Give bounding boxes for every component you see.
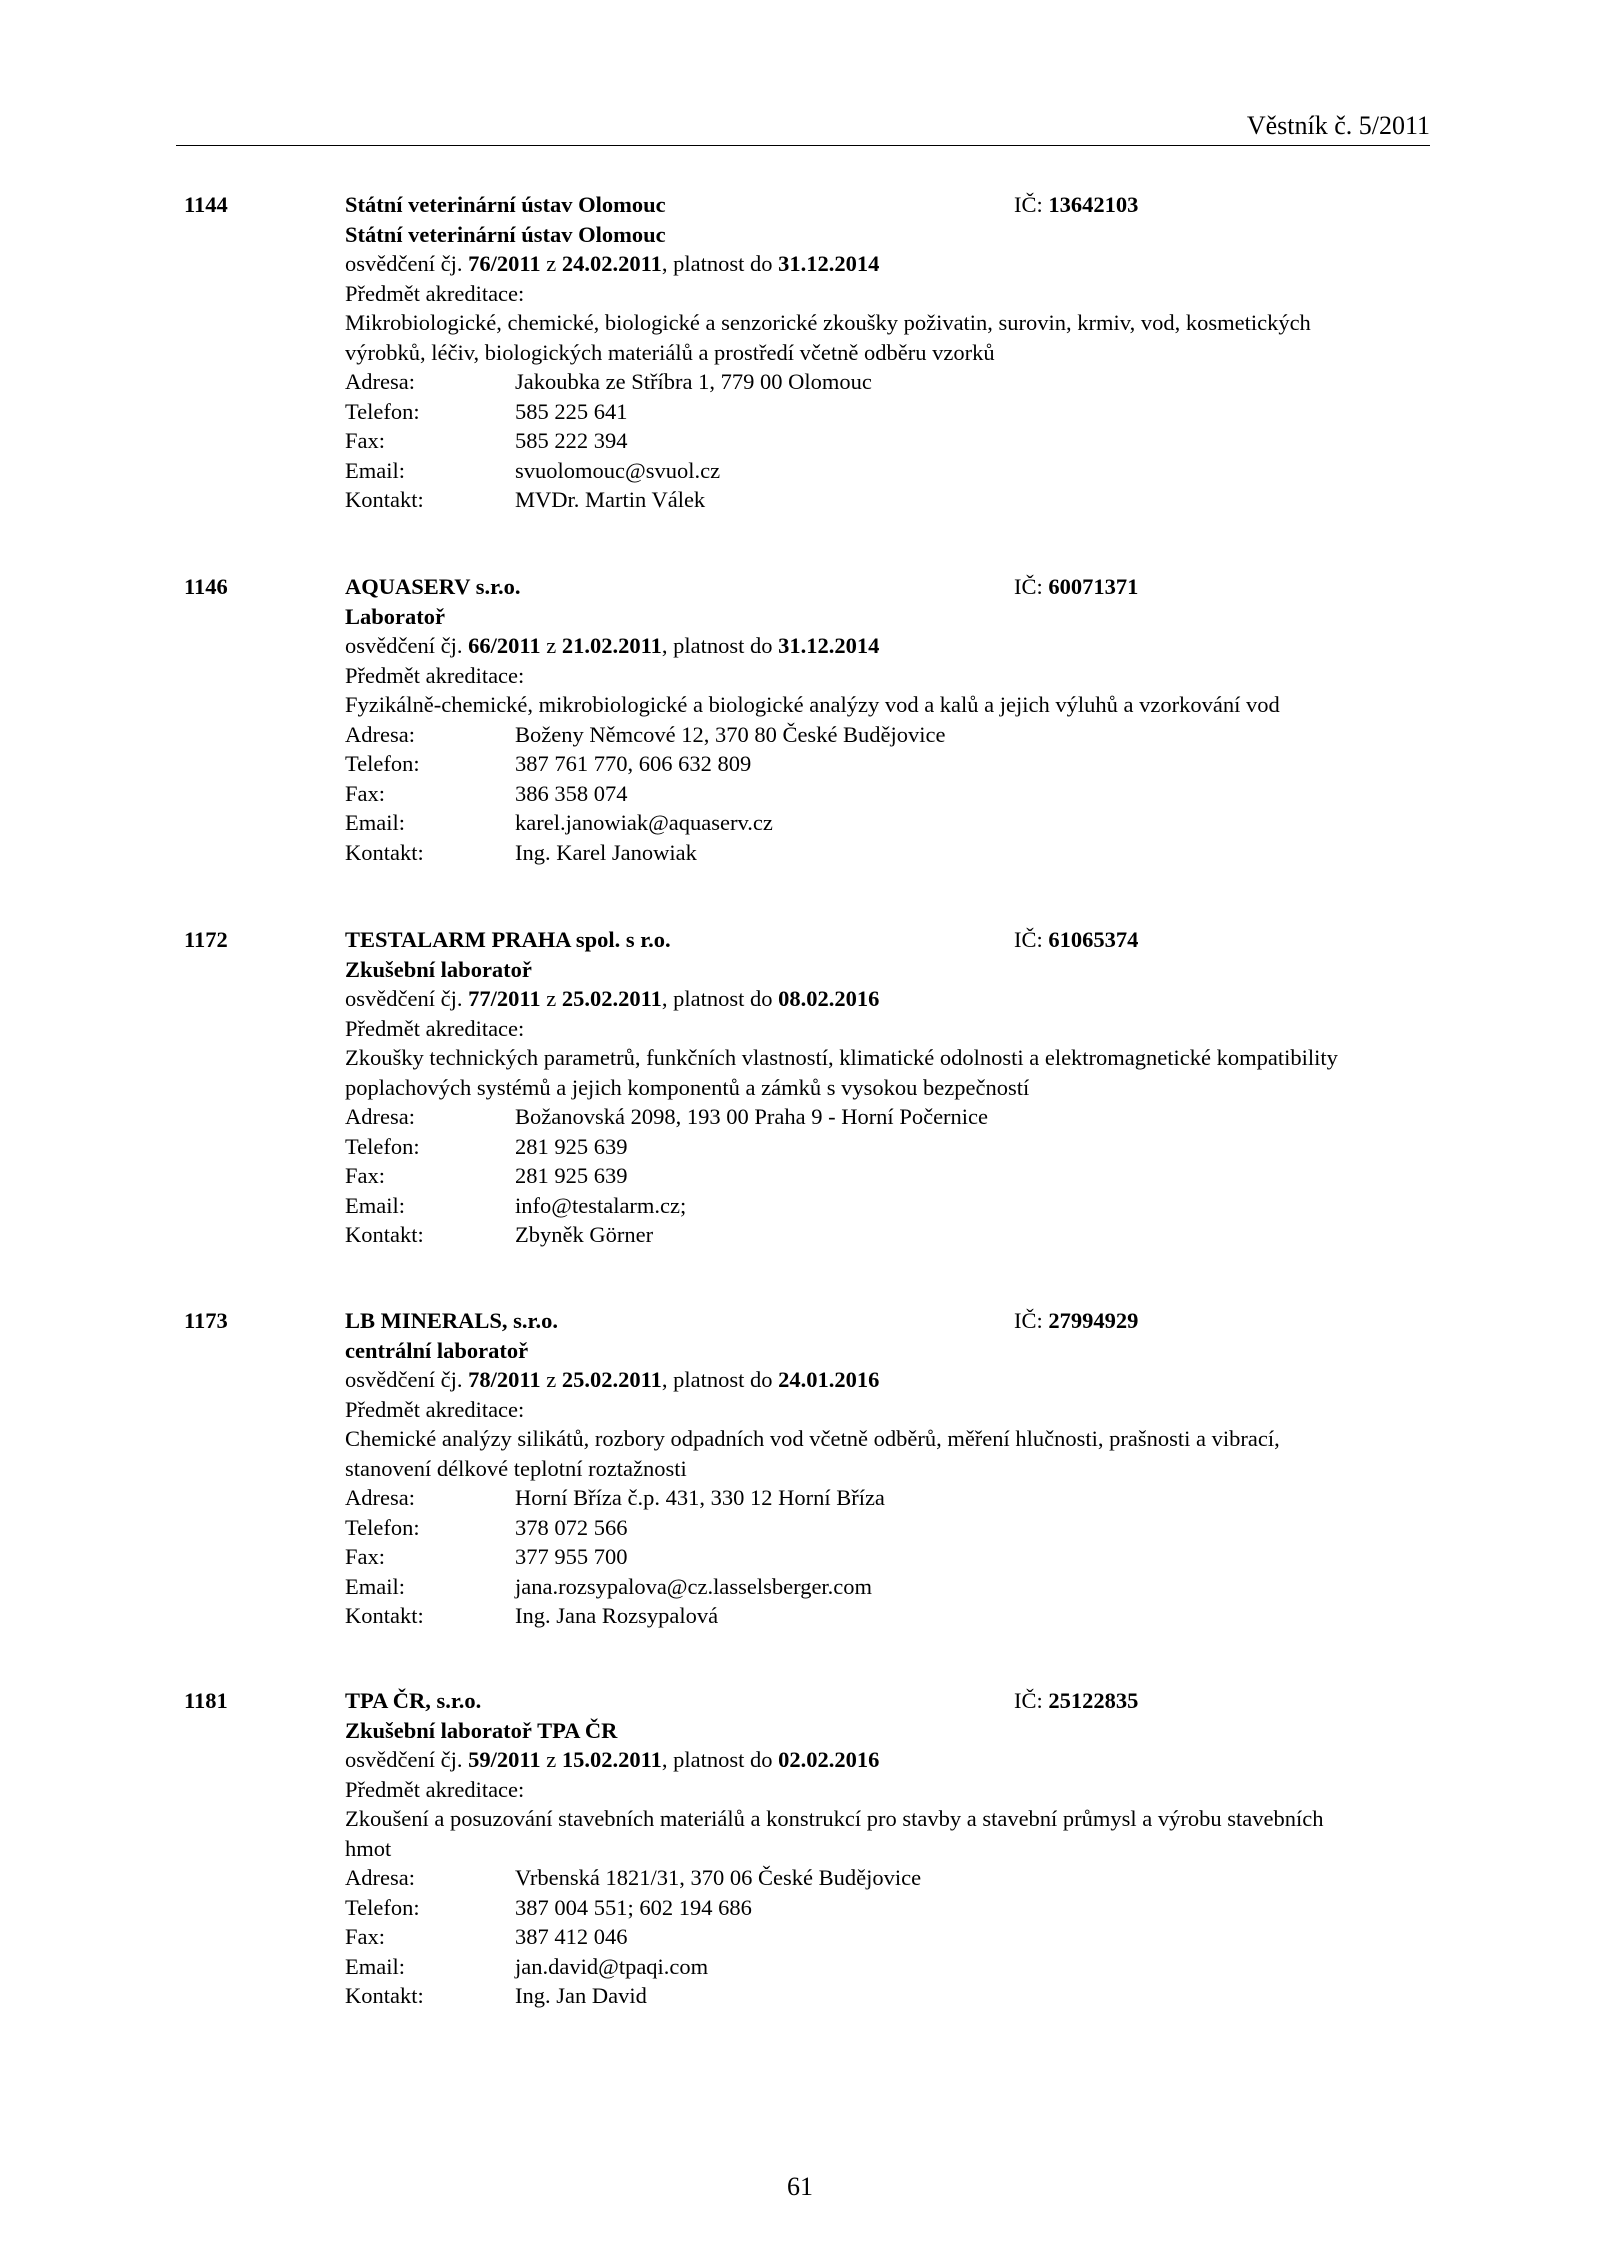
- address-row: [345, 1483, 1425, 1513]
- contact-value: Zbyněk Görner: [515, 1222, 654, 1247]
- certificate-line: [345, 249, 1425, 279]
- contact-row: [345, 485, 1425, 515]
- entry-number: 1173: [184, 1308, 228, 1333]
- contact-value: Ing. Jan David: [515, 1983, 647, 2008]
- address-row: [345, 367, 1425, 397]
- subject-line: hmot: [345, 1835, 392, 1861]
- bulletin-title: Věstník č. 5/2011: [1246, 111, 1430, 140]
- phone-label: Telefon:: [345, 398, 420, 424]
- ic-label: IČ:: [1014, 574, 1043, 599]
- subject-line: výrobků, léčiv, biologických materiálů a prostředí včetně odběru vzorků: [345, 339, 995, 365]
- contact-value: Ing. Karel Janowiak: [515, 839, 697, 865]
- subject-line: stanovení délkové teplotní roztažnosti: [345, 1455, 687, 1481]
- address-label: Adresa:: [345, 1485, 415, 1510]
- cert-prefix: osvědčení čj.: [345, 633, 463, 658]
- certificate-line: [345, 984, 1425, 1014]
- cert-z: z: [546, 251, 557, 276]
- ic-label: IČ:: [1014, 1308, 1043, 1333]
- email-value: jana.rozsypalova@cz.lasselsberger.com: [515, 1573, 873, 1599]
- email-value: karel.janowiak@aquaserv.cz: [515, 810, 773, 835]
- subject-label: Předmět akreditace:: [345, 662, 525, 688]
- address-label: Adresa:: [345, 369, 415, 394]
- phone-value: 585 225 641: [515, 398, 628, 424]
- cert-valid-until: 31.12.2014: [778, 251, 880, 276]
- email-value: svuolomouc@svuol.cz: [515, 457, 721, 483]
- fax-row: [345, 426, 1425, 456]
- email-row: [345, 1191, 1425, 1221]
- cert-validity-label: , platnost do: [661, 1747, 773, 1772]
- entry-subname: Laboratoř: [345, 603, 445, 629]
- fax-value: 377 955 700: [515, 1544, 628, 1569]
- email-value: jan.david@tpaqi.com: [515, 1953, 709, 1979]
- email-row: [345, 808, 1425, 838]
- page-number: 61: [787, 2172, 813, 2201]
- contact-row: [345, 1601, 1425, 1631]
- entry-name: TESTALARM PRAHA spol. s r.o.: [345, 927, 671, 952]
- fax-value: 281 925 639: [515, 1163, 628, 1188]
- phone-value: 378 072 566: [515, 1514, 628, 1540]
- ic-label: IČ:: [1014, 192, 1043, 217]
- ic-value: 13642103: [1048, 192, 1139, 217]
- contact-label: Kontakt:: [345, 839, 424, 865]
- cert-date: 24.02.2011: [561, 251, 662, 276]
- phone-row: [345, 1893, 1425, 1923]
- entry-body: [345, 1686, 1425, 2011]
- address-value: Boženy Němcové 12, 370 80 České Budějovice: [515, 721, 946, 747]
- phone-label: Telefon:: [345, 1514, 420, 1540]
- entry-subname: Státní veterinární ústav Olomouc: [345, 221, 666, 247]
- header-divider: [176, 145, 1430, 146]
- entry-body: [345, 572, 1425, 867]
- phone-row: [345, 749, 1425, 779]
- ic-value: 27994929: [1048, 1308, 1139, 1333]
- certificate-line: [345, 1365, 1425, 1395]
- ic-label: IČ:: [1014, 1688, 1043, 1713]
- cert-validity-label: , platnost do: [661, 251, 773, 276]
- fax-row: [345, 779, 1425, 809]
- fax-label: Fax:: [345, 780, 386, 806]
- email-row: [345, 1952, 1425, 1982]
- contact-label: Kontakt:: [345, 1603, 424, 1628]
- contact-row: [345, 1220, 1425, 1250]
- cert-date: 25.02.2011: [561, 986, 662, 1011]
- subject-label: Předmět akreditace:: [345, 280, 525, 306]
- cert-number: 76/2011: [468, 251, 541, 276]
- cert-date: 25.02.2011: [561, 1367, 662, 1392]
- cert-date: 21.02.2011: [561, 633, 662, 658]
- address-value: Božanovská 2098, 193 00 Praha 9 - Horní Počernice: [515, 1104, 989, 1129]
- cert-valid-until: 02.02.2016: [778, 1747, 880, 1772]
- entry-number: 1181: [184, 1688, 228, 1713]
- cert-z: z: [546, 1367, 557, 1392]
- address-row: [345, 1102, 1425, 1132]
- subject-line: Zkoušky technických parametrů, funkčních vlastností, klimatické odolnosti a elektromagnetické kompatibility: [345, 1045, 1338, 1070]
- entry-subname: Zkušební laboratoř: [345, 956, 532, 982]
- contact-row: [345, 838, 1425, 868]
- fax-value: 585 222 394: [515, 428, 628, 453]
- subject-label: Předmět akreditace:: [345, 1396, 525, 1422]
- entry-name: LB MINERALS, s.r.o.: [345, 1308, 558, 1333]
- cert-valid-until: 31.12.2014: [778, 633, 880, 658]
- entry-subname: centrální laboratoř: [345, 1337, 529, 1363]
- fax-row: [345, 1161, 1425, 1191]
- cert-number: 77/2011: [468, 986, 541, 1011]
- cert-z: z: [546, 1747, 557, 1772]
- cert-z: z: [546, 633, 557, 658]
- address-row: [345, 1863, 1425, 1893]
- entry-body: [345, 1306, 1425, 1631]
- fax-label: Fax:: [345, 428, 386, 453]
- subject-line: poplachových systémů a jejich komponentů a zámků s vysokou bezpečností: [345, 1074, 1030, 1100]
- ic-value: 25122835: [1048, 1688, 1139, 1713]
- entry-name: Státní veterinární ústav Olomouc: [345, 192, 666, 217]
- contact-value: MVDr. Martin Válek: [515, 487, 706, 512]
- entry-number: 1144: [184, 192, 228, 217]
- address-label: Adresa:: [345, 1104, 415, 1129]
- fax-label: Fax:: [345, 1924, 386, 1949]
- cert-date: 15.02.2011: [561, 1747, 662, 1772]
- address-label: Adresa:: [345, 721, 415, 747]
- subject-line: Fyzikálně-chemické, mikrobiologické a biologické analýzy vod a kalů a jejich výluhů a vzorkování vod: [345, 692, 1280, 717]
- cert-validity-label: , platnost do: [661, 633, 773, 658]
- email-row: [345, 456, 1425, 486]
- address-value: Vrbenská 1821/31, 370 06 České Budějovice: [515, 1865, 922, 1890]
- email-label: Email:: [345, 1953, 405, 1979]
- address-value: Horní Bříza č.p. 431, 330 12 Horní Bříza: [515, 1485, 885, 1510]
- cert-prefix: osvědčení čj.: [345, 251, 463, 276]
- cert-number: 59/2011: [468, 1747, 541, 1772]
- subject-label: Předmět akreditace:: [345, 1015, 525, 1041]
- certificate-line: [345, 631, 1425, 661]
- contact-label: Kontakt:: [345, 487, 424, 512]
- email-label: Email:: [345, 457, 405, 483]
- fax-value: 386 358 074: [515, 780, 628, 806]
- phone-value: 387 761 770, 606 632 809: [515, 751, 752, 776]
- contact-value: Ing. Jana Rozsypalová: [515, 1603, 719, 1628]
- cert-number: 66/2011: [468, 633, 541, 658]
- phone-row: [345, 397, 1425, 427]
- ic-value: 60071371: [1048, 574, 1139, 599]
- contact-label: Kontakt:: [345, 1983, 424, 2008]
- phone-label: Telefon:: [345, 1133, 420, 1159]
- fax-row: [345, 1922, 1425, 1952]
- email-label: Email:: [345, 1192, 405, 1218]
- cert-validity-label: , platnost do: [661, 986, 773, 1011]
- phone-label: Telefon:: [345, 1894, 420, 1920]
- fax-label: Fax:: [345, 1163, 386, 1188]
- phone-row: [345, 1513, 1425, 1543]
- ic-label: IČ:: [1014, 927, 1043, 952]
- cert-z: z: [546, 986, 557, 1011]
- entry-name: AQUASERV s.r.o.: [345, 574, 521, 599]
- email-label: Email:: [345, 810, 405, 835]
- subject-line: Mikrobiologické, chemické, biologické a senzorické zkoušky poživatin, surovin, krmiv, vod, kosmetických: [345, 310, 1311, 335]
- subject-line: Chemické analýzy silikátů, rozbory odpadních vod včetně odběrů, měření hlučnosti, prašnosti a vibrací,: [345, 1426, 1280, 1451]
- certificate-line: [345, 1745, 1425, 1775]
- entry-name: TPA ČR, s.r.o.: [345, 1688, 482, 1713]
- entry-number: 1172: [184, 927, 228, 952]
- phone-value: 281 925 639: [515, 1133, 628, 1159]
- cert-valid-until: 08.02.2016: [778, 986, 880, 1011]
- cert-prefix: osvědčení čj.: [345, 1747, 463, 1772]
- email-row: [345, 1572, 1425, 1602]
- subject-label: Předmět akreditace:: [345, 1776, 525, 1802]
- entry-body: [345, 925, 1425, 1250]
- cert-validity-label: , platnost do: [661, 1367, 773, 1392]
- phone-row: [345, 1132, 1425, 1162]
- fax-row: [345, 1542, 1425, 1572]
- subject-line: Zkoušení a posuzování stavebních materiálů a konstrukcí pro stavby a stavební průmysl a výrobu stavebních: [345, 1806, 1324, 1831]
- phone-value: 387 004 551; 602 194 686: [515, 1894, 752, 1920]
- contact-label: Kontakt:: [345, 1222, 424, 1247]
- address-value: Jakoubka ze Stříbra 1, 779 00 Olomouc: [515, 369, 872, 394]
- cert-valid-until: 24.01.2016: [778, 1367, 880, 1392]
- cert-prefix: osvědčení čj.: [345, 986, 463, 1011]
- entry-subname: Zkušební laboratoř TPA ČR: [345, 1717, 618, 1743]
- email-value: info@testalarm.cz;: [515, 1192, 687, 1218]
- cert-number: 78/2011: [468, 1367, 541, 1392]
- cert-prefix: osvědčení čj.: [345, 1367, 463, 1392]
- fax-value: 387 412 046: [515, 1924, 628, 1949]
- entry-number: 1146: [184, 574, 228, 599]
- email-label: Email:: [345, 1573, 405, 1599]
- address-row: [345, 720, 1425, 750]
- contact-row: [345, 1981, 1425, 2011]
- entry-body: [345, 190, 1425, 515]
- phone-label: Telefon:: [345, 751, 420, 776]
- ic-value: 61065374: [1048, 927, 1139, 952]
- address-label: Adresa:: [345, 1865, 415, 1890]
- fax-label: Fax:: [345, 1544, 386, 1569]
